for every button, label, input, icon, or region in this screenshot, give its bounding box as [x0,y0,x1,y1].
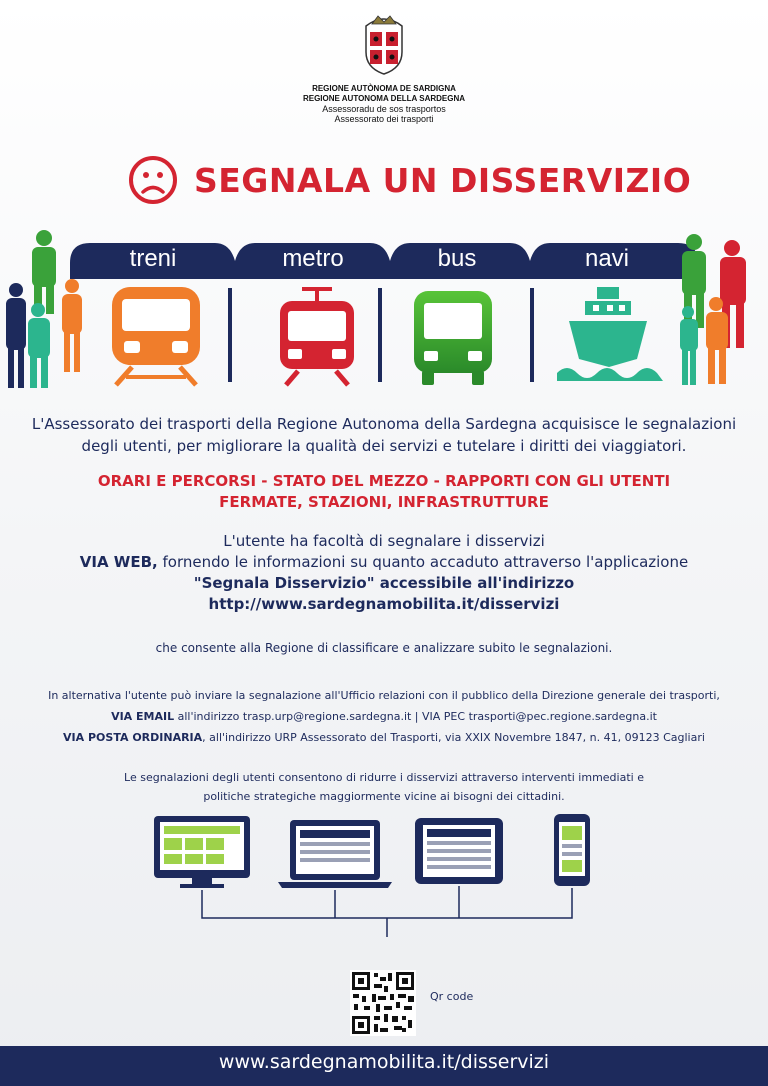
report-topics [0,471,768,513]
sad-face-icon [128,155,178,205]
closing-line-2: politiche strategiche maggiormente vicine ai bisogni dei cittadini. [203,790,565,803]
post-line-text: , all'indirizzo URP Assessorato del Trasporti, via XXIX Novembre 1847, n. 41, 09123 Cagliari [202,731,705,744]
qr-code-label: Qr code [430,990,474,1003]
title-text: SEGNALA UN DISSERVIZIO [194,160,692,200]
people-silhouettes-left [0,228,100,393]
topics-line-1: ORARI E PERCORSI - STATO DEL MEZZO - RAPPORTI CON GLI UTENTI [97,472,671,490]
footer-url-link[interactable]: www.sardegnamobilita.it/disservizi [218,1051,550,1073]
consente-text: che consente alla Regione di classificare e analizzare subito le segnalazioni. [155,641,613,655]
email-line [0,706,768,727]
web-line-3: "Segnala Disservizio" accessibile all'indirizzo [193,574,575,592]
tram-icon [272,287,362,387]
divider [228,288,232,382]
web-url-link[interactable]: http://www.sardegnamobilita.it/disservizi [208,595,560,613]
devices-illustration [140,812,640,937]
laptop-icon [278,820,392,888]
region-header [0,84,768,124]
tab-treni: treni [129,245,177,272]
smartphone-icon [554,814,590,886]
people-silhouettes-right [670,232,768,392]
via-email-label: VIA EMAIL [111,710,175,723]
desktop-icon [154,816,250,888]
header-line-4: Assessorato dei trasporti [334,114,434,124]
alternative-line-1: In alternativa l'utente può inviare la segnalazione all'Ufficio relazioni con il pubblico della Direzione generale dei trasporti, [48,689,720,702]
intro-line-1: L'Assessorato dei trasporti della Regione Autonoma della Sardegna acquisisce le segnalazioni [31,415,737,433]
header-line-3: Assessoradu de sos trasportos [322,104,446,114]
divider [378,288,382,382]
email-line-text: all'indirizzo trasp.urp@regione.sardegna.it | VIA PEC trasporti@pec.regione.sardegna.it [174,710,657,723]
tab-metro: metro [282,245,344,272]
closing-paragraph [0,768,768,806]
page-title [128,153,691,207]
tab-navi: navi [584,245,630,272]
topics-line-2: FERMATE, STAZIONI, INFRASTRUTTURE [219,493,549,511]
web-line-2 [0,552,768,573]
train-icon [102,287,210,387]
intro-paragraph [0,413,768,457]
header-line-2: REGIONE AUTONOMA DELLA SARDEGNA [302,94,466,103]
web-line-1: L'utente ha facoltà di segnalare i disservizi [223,532,545,550]
closing-line-1: Le segnalazioni degli utenti consentono di ridurre i disservizi attraverso interventi immediati e [124,771,644,784]
via-posta-label: VIA POSTA ORDINARIA [63,731,203,744]
post-line [0,727,768,748]
alternative-contacts [0,685,768,748]
tab-bus: bus [437,245,477,272]
tablet-icon [415,818,503,884]
sardinia-crest-logo [360,12,408,76]
intro-line-2: degli utenti, per migliorare la qualità dei servizi e tutelare i diritti dei viaggiatori. [81,437,687,455]
ship-icon [555,285,665,385]
via-web-label: VIA WEB, [79,553,158,571]
header-line-1: REGIONE AUTÒNOMA DE SARDIGNA [312,84,456,93]
web-instructions [0,531,768,615]
web-line-2-text: fornendo le informazioni su quanto accaduto attraverso l'applicazione [157,553,689,571]
bus-icon [408,287,498,387]
divider [530,288,534,382]
qr-code[interactable] [350,970,416,1036]
